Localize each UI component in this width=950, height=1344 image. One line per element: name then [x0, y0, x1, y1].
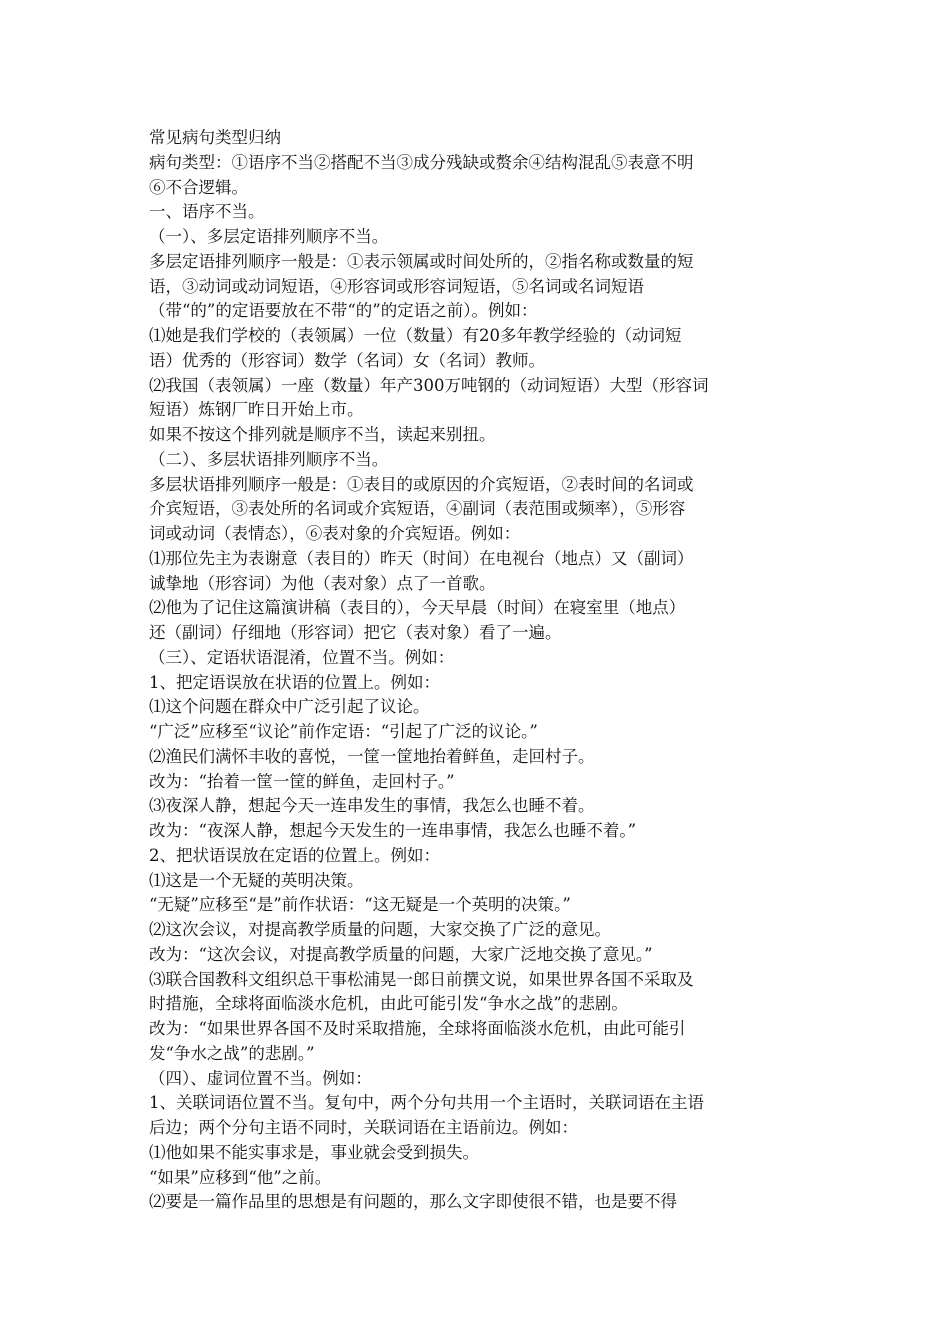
doc-line: 介宾短语，③表处所的名词或介宾短语，④副词（表范围或频率），⑤形容 [149, 499, 686, 519]
correction-line: “如果”应移到“他”之前。 [149, 1167, 332, 1187]
doc-line: 词或动词（表情态），⑥表对象的介宾短语。例如： [149, 524, 521, 543]
example-line: ⑴那位先主为表谢意（表目的）昨天（时间）在电视台（地点）又（副词） [149, 548, 694, 568]
correction-line: 改为：“如果世界各国不及时采取措施，全球将面临淡水危机，由此可能引 [149, 1019, 686, 1038]
example-line: 短语）炼钢厂昨日开始上市。 [149, 400, 364, 420]
correction-line: 改为：“这次会议，对提高教学质量的问题，大家广泛地交换了意见。” [149, 944, 653, 964]
doc-line: 如果不按这个排列就是顺序不当，读起来别扭。 [149, 425, 496, 444]
example-line: ⑵要是一篇作品里的思想是有问题的，那么文字即使很不错，也是要不得 [149, 1192, 677, 1212]
correction-line: 改为：“抬着一筐一筐的鲜鱼，走回村子。” [149, 771, 455, 791]
correction-line: 发“争水之战”的悲剧。” [149, 1043, 315, 1063]
example-line: ⑵我国（表领属）一座（数量）年产300万吨钢的（动词短语）大型（形容词 [149, 375, 709, 395]
doc-line: 语，③动词或动词短语，④形容词或形容词短语，⑤名词或名词短语 [149, 276, 644, 296]
document-page [149, 126, 809, 1215]
correction-line: 改为：“夜深人静，想起今天发生的一连串事情，我怎么也睡不着。” [149, 821, 637, 840]
example-line: 语）优秀的（形容词）数学（名词）女（名词）教师。 [149, 350, 545, 370]
example-line: ⑵这次会议，对提高教学质量的问题，大家交换了广泛的意见。 [149, 920, 611, 939]
example-line: ⑴他如果不能实事求是，事业就会受到损失。 [149, 1142, 479, 1162]
doc-line: 后边；两个分句主语不同时，关联词语在主语前边。例如： [149, 1118, 578, 1137]
section-heading: 一、语序不当。 [149, 202, 265, 222]
doc-title: 常见病句类型归纳 [149, 128, 281, 147]
example-line: 诚挚地（形容词）为他（表对象）点了一首歌。 [149, 573, 496, 593]
correction-line: “广泛”应移至“议论”前作定语：“引起了广泛的议论。” [149, 722, 538, 741]
example-line: ⑴这是一个无疑的英明决策。 [149, 870, 364, 890]
example-line: ⑴这个问题在群众中广泛引起了议论。 [149, 697, 430, 717]
subsection-heading: （二）、多层状语排列顺序不当。 [149, 449, 389, 469]
doc-line: 多层定语排列顺序一般是：①表示领属或时间处所的，②指名称或数量的短 [149, 251, 694, 271]
example-line: ⑵他为了记住这篇演讲稿（表目的），今天早晨（时间）在寝室里（地点） [149, 598, 686, 618]
doc-line: ⑥不合逻辑。 [149, 177, 248, 197]
subsection-heading: （三）、定语状语混淆，位置不当。例如： [149, 647, 455, 667]
numbered-heading: 1、关联词语位置不当。复句中，两个分句共用一个主语时，关联词语在主语 [149, 1093, 704, 1113]
subsection-heading: （四）、虚词位置不当。例如： [149, 1068, 372, 1088]
doc-line: （带“的”的定语要放在不带“的”的定语之前）。例如： [149, 301, 538, 321]
example-line: 时措施，全球将面临淡水危机，由此可能引发“争水之战”的悲剧。 [149, 994, 628, 1014]
example-line: ⑴她是我们学校的（表领属）一位（数量）有20多年教学经验的（动词短 [149, 326, 682, 345]
subsection-heading: （一）、多层定语排列顺序不当。 [149, 227, 389, 246]
example-line: ⑶夜深人静，想起今天一连串发生的事情，我怎么也睡不着。 [149, 796, 595, 816]
correction-line: “无疑”应移至“是”前作状语：“这无疑是一个英明的决策。” [149, 895, 571, 915]
numbered-heading: 2、把状语误放在定语的位置上。例如： [149, 845, 440, 865]
example-line: ⑶联合国教科文组织总干事松浦晃一郎日前撰文说，如果世界各国不采取及 [149, 969, 694, 989]
doc-line: 多层状语排列顺序一般是：①表目的或原因的介宾短语，②表时间的名词或 [149, 474, 694, 494]
example-line: ⑵渔民们满怀丰收的喜悦，一筐一筐地抬着鲜鱼，走回村子。 [149, 746, 595, 766]
example-line: 还（副词）仔细地（形容词）把它（表对象）看了一遍。 [149, 623, 562, 642]
numbered-heading: 1、把定语误放在状语的位置上。例如： [149, 672, 440, 692]
doc-line: 病句类型：①语序不当②搭配不当③成分残缺或赘余④结构混乱⑤表意不明 [149, 152, 694, 172]
